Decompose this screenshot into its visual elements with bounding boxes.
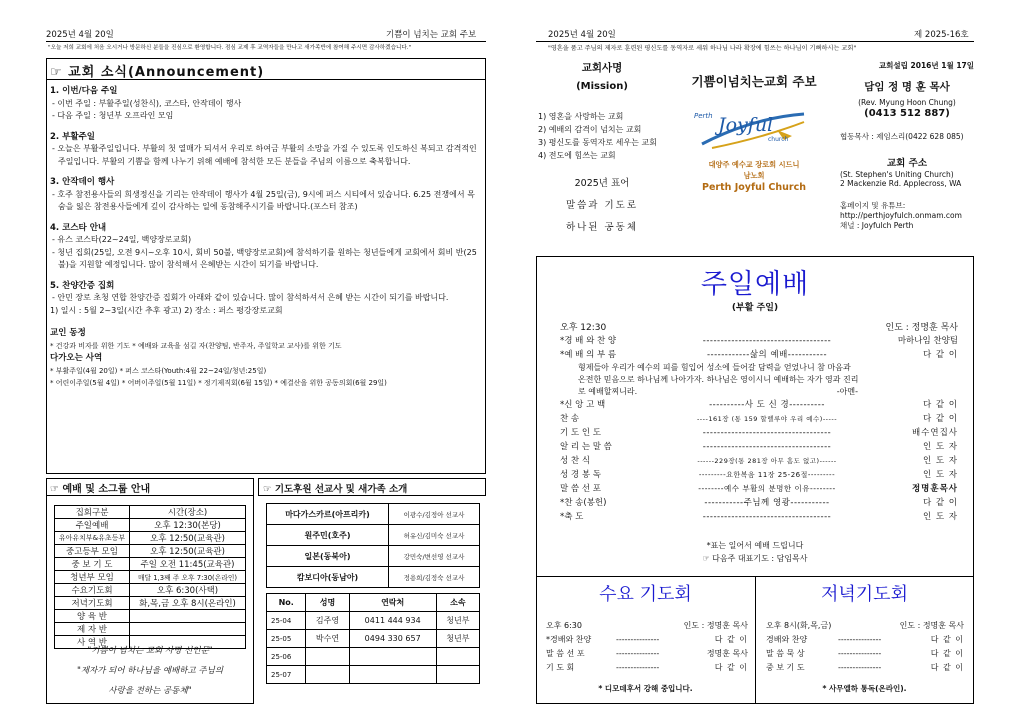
schedule-title: ☞ 예배 및 소그룹 안내 <box>50 484 151 495</box>
announcement-title: ☞ 교회 소식(Announcement) <box>50 65 265 80</box>
table-row <box>55 597 246 610</box>
worship-person: 정명훈목사 <box>911 484 958 494</box>
schedule-header-row <box>55 506 246 519</box>
worship-detail: -----------주님께 영광----------- <box>704 498 830 508</box>
worship-item: *경 배 와 찬 양 <box>560 336 617 346</box>
table-cell: 매달 1,3째 주 오후 7:30(온라인) <box>130 571 246 584</box>
table-cell: 저녁기도회 <box>55 597 130 610</box>
table-row <box>55 623 246 636</box>
denomination-line: 대양주 예수교 장로회 시드니 <box>708 160 800 169</box>
church-logo <box>692 108 810 154</box>
ann-heading: 4. 코스타 안내 <box>50 222 107 233</box>
upcoming-title: 다가오는 사역 <box>50 353 103 363</box>
worship-person: 인 도 자 <box>922 456 958 466</box>
table-cell <box>130 623 246 636</box>
prayer-item: *경배와 찬양 <box>546 635 592 644</box>
call-line: 온전한 믿음으로 하나님께 나아가자. 하나님은 영이시니 예배하는 자가 영과 진리 <box>578 375 859 384</box>
missionary-table <box>266 503 480 588</box>
table-header-cell: No. <box>267 594 306 612</box>
newcomer-header-row <box>267 594 480 612</box>
worship-title: 주일예배 <box>700 269 810 300</box>
worship-person: 다 같 이 <box>922 414 958 424</box>
table-cell: 오후 6:30(사택) <box>130 584 246 597</box>
worship-row <box>560 398 958 412</box>
standing-note: *표는 일어서 예배 드립니다 <box>706 541 804 550</box>
denomination-line: 남노회 <box>743 171 765 180</box>
welcome-banner: "오늘 저희 교회에 처음 오시거나 방문하신 분들을 진심으로 환영합니다. 점심 교제 후 교역자들을 만나고 새가족반에 참여해 주시면 감사하겠습니다." <box>48 45 412 51</box>
worship-item: 기 도 인 도 <box>560 428 601 438</box>
prayer-title: 교인 동정 <box>50 328 86 338</box>
table-row <box>55 610 246 623</box>
youtube-channel: 채널 : Joyfulch Perth <box>840 221 914 230</box>
table-cell: 25-05 <box>267 630 306 648</box>
year-motto-label: 2025년 표어 <box>574 178 630 189</box>
prayer-item: 말 씀 묵 상 <box>766 649 805 658</box>
table-cell: 오후 12:50(교육관) <box>130 545 246 558</box>
worship-row <box>560 440 958 454</box>
list-item: 1) 영혼을 사랑하는 교회 <box>538 112 624 121</box>
mission-statement-line: "제자가 되어 하나님을 예배하고 주님의 <box>76 666 224 676</box>
table-cell: 강민숙/변선영 선교사 <box>389 546 480 567</box>
list-item: 3) 평신도를 동역자로 세우는 교회 <box>538 138 657 147</box>
logo-church-text: church <box>768 136 789 143</box>
table-header-cell: 집회구분 <box>55 506 130 519</box>
table-cell: 일본(동북아) <box>267 546 389 567</box>
schedule-table <box>54 505 246 649</box>
table-row <box>267 666 480 684</box>
order-of-worship <box>560 334 958 524</box>
call-line <box>578 386 958 398</box>
logo-joyful-text: Joyful <box>718 114 774 136</box>
table-cell: 이광수/김정아 선교사 <box>389 504 480 525</box>
table-row <box>267 525 480 546</box>
prayer-dash: --------------- <box>616 635 660 644</box>
wednesday-title: 수요 기도회 <box>599 584 692 605</box>
right-date: 2025년 4월 20일 <box>548 30 616 40</box>
table-cell: 25-04 <box>267 612 306 630</box>
prayer-person: 다 같 이 <box>714 663 748 672</box>
vision-banner: "영혼을 품고 주님의 제자로 훈련된 평신도를 동역자로 세워 하나님 나라 확장에 힘쓰는 하나님이 기뻐하시는 교회" <box>548 45 857 52</box>
header-rule-right <box>536 41 974 42</box>
table-cell: 청년부 <box>436 630 479 648</box>
mission-list <box>536 110 668 162</box>
worship-detail: ------------------------------------ <box>702 336 832 346</box>
mission-statement-line: 사랑을 전하는 공동체" <box>108 686 192 696</box>
ann-line: - 다음 주일 : 청년부 오프라인 모임 <box>52 111 174 120</box>
missionary-title: ☞ 기도후원 선교사 및 새가족 소개 <box>263 484 408 495</box>
worship-row <box>560 412 958 426</box>
evening-title: 저녁기도회 <box>821 584 908 605</box>
evening-order <box>766 633 964 675</box>
worship-item: 성 경 봉 독 <box>560 470 601 480</box>
website-title: 홈페이지 및 유튜브: <box>840 201 906 210</box>
table-cell: 청년부 <box>436 612 479 630</box>
worship-detail: ------------------------------------ <box>702 442 832 452</box>
ann-line: - 오늘은 부활주일입니다. 부활의 첫 열매가 되셔서 우리로 하여금 부활의 소망을 가질 수 있도록 인도하신 복되고 감격적인 주일입니다. 부활의 기쁨을 함께 나누기 위해 예배에 참석한 모든 분들을 주님의 이름으로 축복합니다. <box>52 144 477 166</box>
associate-pastor: 협동목사 : 제임스리(0422 628 085) <box>840 132 964 141</box>
worship-item: *신 앙 고 백 <box>560 400 606 410</box>
evening-time: 오후 8시(화,목,금) <box>766 621 832 630</box>
call-to-worship-text <box>560 362 958 398</box>
prayer-dash: --------------- <box>838 635 882 644</box>
worship-subtitle: (부활 주일) <box>731 303 779 313</box>
founded-date: 교회설립 2016년 1월 17일 <box>878 61 974 70</box>
upcoming-line: * 어린이주일(5월 4일) * 어버이주일(5월 11일) * 정기제직회(6월 15일) * 예결산을 위한 공동의회(6월 29일) <box>50 379 387 387</box>
worship-row <box>560 454 958 468</box>
header-rule-left <box>46 41 486 42</box>
worship-item: 찬 송 <box>560 414 580 424</box>
prayer-dash: --------------- <box>616 663 660 672</box>
table-cell: 주일예배 <box>55 519 130 532</box>
table-cell: 청년부 모임 <box>55 571 130 584</box>
left-date: 2025년 4월 20일 <box>46 30 114 40</box>
prayer-person: 다 같 이 <box>930 635 964 644</box>
pastor-english-name: (Rev. Myung Hoon Chung) <box>858 98 956 107</box>
worship-detail: ----161장 (통 159 할렐루야 우리 예수)----- <box>696 415 838 423</box>
wednesday-order <box>546 633 748 675</box>
table-cell: 마다가스카르(아프리카) <box>267 504 389 525</box>
worship-row <box>560 426 958 440</box>
prayer-person: 다 같 이 <box>930 649 964 658</box>
table-header-cell: 성명 <box>306 594 349 612</box>
mission-subtitle: (Mission) <box>576 81 628 92</box>
pastor-phone: (0413 512 887) <box>864 108 950 119</box>
table-cell: 오후 12:30(본당) <box>130 519 246 532</box>
table-row <box>55 584 246 597</box>
wednesday-leader: 인도 : 정명훈 목사 <box>683 621 748 630</box>
table-cell: 중고등부 모임 <box>55 545 130 558</box>
evening-note: * 사무엘하 통독(온라인). <box>822 684 907 693</box>
ann-heading: 2. 부활주일 <box>50 131 95 142</box>
worship-row <box>560 348 958 362</box>
prayer-row <box>546 633 748 647</box>
table-cell: 수요기도회 <box>55 584 130 597</box>
worship-person: 인 도 자 <box>922 512 958 522</box>
ann-heading: 5. 찬양간증 집회 <box>50 280 115 291</box>
worship-person: 다 같 이 <box>922 498 958 508</box>
list-item: 2) 예배의 감격이 넘치는 교회 <box>538 125 642 134</box>
table-row <box>267 504 480 525</box>
table-cell <box>349 666 436 684</box>
table-cell: 원주민(호주) <box>267 525 389 546</box>
call-line: 형제들아 우리가 예수의 피를 힘입어 성소에 들어갈 담력을 얻었나니 참 마음과 <box>578 363 851 372</box>
table-cell: 유아유치부&유초등부 <box>55 532 130 545</box>
table-row <box>267 630 480 648</box>
worship-detail: ------------------------------------ <box>702 428 832 438</box>
logo-perth-text: Perth <box>694 112 713 120</box>
table-row <box>267 648 480 666</box>
prayer-item: 중 보 기 도 <box>766 663 805 672</box>
left-bulletin-title: 기쁨이 넘치는 교회 주보 <box>386 30 477 40</box>
worship-row <box>560 482 958 496</box>
table-cell: 0494 330 657 <box>349 630 436 648</box>
worship-item: 알 리 는 말 씀 <box>560 442 612 452</box>
table-header-cell: 소속 <box>436 594 479 612</box>
prayer-row <box>546 661 748 675</box>
table-cell: 캄보디아(동남아) <box>267 567 389 588</box>
newcomer-table <box>266 593 480 684</box>
prayer-dash: --------------- <box>616 649 660 658</box>
table-row <box>55 571 246 584</box>
address-title: 교회 주소 <box>886 158 927 169</box>
year-motto-line: 하나된 공동체 <box>565 222 639 233</box>
table-cell: 오후 12:50(교육관) <box>130 532 246 545</box>
worship-time: 오후 12:30 <box>560 323 607 333</box>
senior-pastor: 담임 정 명 훈 목사 <box>864 81 950 93</box>
worship-detail: ------229장(통 281장 아무 흠도 없고)------ <box>697 457 837 465</box>
prayer-item: 말 씀 선 포 <box>546 649 585 658</box>
table-cell <box>306 648 349 666</box>
website-url[interactable]: http://perthjoyfulch.onmam.com <box>840 211 962 220</box>
table-cell: 중 보 기 도 <box>55 558 130 571</box>
table-cell: 25-07 <box>267 666 306 684</box>
worship-person: 인 도 자 <box>922 470 958 480</box>
table-cell: 사 역 반 <box>55 636 130 649</box>
table-cell: 제 자 반 <box>55 623 130 636</box>
table-cell: 양 육 반 <box>55 610 130 623</box>
table-cell <box>436 666 479 684</box>
table-cell <box>306 666 349 684</box>
address-line: 2 Mackenzie Rd. Applecross, WA <box>840 179 962 188</box>
table-cell: 주일 오전 11:45(교육관) <box>130 558 246 571</box>
wednesday-note: * 디모데후서 강해 중입니다. <box>598 684 693 693</box>
prayer-line: * 건강과 비자를 위한 기도 * 예배와 교육을 섬길 자(찬양팀, 반주자, 주일학교 교사)를 위한 기도 <box>50 341 342 350</box>
table-row <box>267 567 480 588</box>
church-info <box>840 60 974 231</box>
schedule-title-bar <box>46 478 254 496</box>
table-cell: 김주영 <box>306 612 349 630</box>
missionary-title-bar <box>258 478 486 496</box>
ann-line: - 안민 장로 초청 연합 찬양간증 집회가 아래와 같이 있습니다. 많이 참석하셔서 은혜 받는 시간이 되기를 바랍니다. <box>52 293 449 302</box>
worship-detail: --------예수 부활의 분명한 이유-------- <box>698 484 836 493</box>
worship-detail: ----------사 도 신 경---------- <box>709 400 825 410</box>
call-line-text: 로 예배할찌니라. <box>578 387 638 396</box>
worship-row <box>560 334 958 348</box>
prayer-item: 기 도 회 <box>546 663 575 672</box>
worship-person: 다 같 이 <box>922 350 958 360</box>
church-english-name: Perth Joyful Church <box>702 182 806 193</box>
prayer-row <box>766 633 964 647</box>
address-line: (St. Stephen's Uniting Church) <box>840 170 954 179</box>
prayer-person: 다 같 이 <box>930 663 964 672</box>
bulletin-title: 기쁨이넘치는교회 주보 <box>691 74 817 89</box>
worship-row <box>560 496 958 510</box>
prayer-row <box>546 647 748 661</box>
worship-detail: ------------삶의 예배----------- <box>706 350 828 360</box>
worship-leader: 인도 : 정명훈 목사 <box>885 323 958 333</box>
issue-number: 제 2025-16호 <box>914 30 969 40</box>
table-row <box>55 519 246 532</box>
worship-item: 성 찬 식 <box>560 456 591 466</box>
announcement-body <box>50 82 480 390</box>
ann-line: - 이번 주일 : 부활주일(성찬식), 코스타, 안작데이 행사 <box>52 98 242 108</box>
worship-detail: ---------요한복음 11장 25-26절--------- <box>698 471 836 479</box>
worship-detail: ------------------------------------ <box>702 512 832 522</box>
ann-line: - 유스 코스타(22~24일, 백양장로교회) <box>52 235 192 244</box>
table-cell: 박수연 <box>306 630 349 648</box>
next-prayer-note: ☞ 다음주 대표기도 : 담임목사 <box>702 554 808 563</box>
worship-row <box>560 468 958 482</box>
table-row <box>55 558 246 571</box>
call-amen: -아멘- <box>836 387 858 396</box>
upcoming-line: * 부활주일(4월 20일) * 퍼스 코스타(Youth:4월 22~24일/청년:25일) <box>50 366 267 375</box>
prayer-row <box>766 661 964 675</box>
table-row <box>267 546 480 567</box>
list-item: 4) 전도에 힘쓰는 교회 <box>538 151 616 160</box>
worship-person: 인 도 자 <box>922 442 958 452</box>
prayer-person: 정명훈 목사 <box>706 649 748 658</box>
mission-column <box>536 60 668 233</box>
evening-leader: 인도 : 정명훈 목사 <box>899 621 964 630</box>
table-cell: 화,목,금 오후 8시(온라인) <box>130 597 246 610</box>
table-cell: 25-06 <box>267 648 306 666</box>
table-cell <box>349 648 436 666</box>
ann-heading: 3. 안작데이 행사 <box>50 177 115 187</box>
ann-line: - 호주 참전용사들의 희생정신을 기리는 안작데이 행사가 4월 25일(금), 9시에 퍼스 시티에서 있습니다. 6.25 전쟁에서 목숨을 잃은 참전용사들에게 깊이 감사하는 일에 동참해주시기를 바랍니다.(포스터 참조) <box>52 189 475 211</box>
table-cell: 허유신/김미숙 선교사 <box>389 525 480 546</box>
announcement-title-bar <box>46 58 486 80</box>
table-cell <box>130 610 246 623</box>
table-row <box>267 612 480 630</box>
worship-person: 배수연집사 <box>911 428 958 438</box>
table-header-cell: 연락처 <box>349 594 436 612</box>
worship-item: 말 씀 선 포 <box>560 484 601 494</box>
worship-row <box>560 510 958 524</box>
mission-statement-title: "기쁨이 넘치는 교회 사명 선언문" <box>87 646 213 656</box>
wednesday-time: 오후 6:30 <box>546 621 582 630</box>
ann-heading: 1. 이번/다음 주일 <box>50 86 118 96</box>
mission-title: 교회사명 <box>581 62 623 74</box>
prayer-dash: --------------- <box>838 649 882 658</box>
table-row <box>55 532 246 545</box>
table-cell <box>436 648 479 666</box>
worship-person: 마하나임 찬양팀 <box>897 336 958 346</box>
ann-line: - 청년 집회(25일, 오전 9시~오후 10시, 회비 50불, 백양장로교회)에 참석하기를 원하는 청년들에게 교회에서 회비 반(25불)을 지원할 예정입니다. 많이 참석해서 은혜받는 시간이 되기를 바랍니다. <box>52 247 477 269</box>
worship-person: 다 같 이 <box>922 400 958 410</box>
prayer-item: 경배와 찬양 <box>766 635 808 644</box>
table-cell: 정용희/김정숙 선교사 <box>389 567 480 588</box>
prayer-row <box>766 647 964 661</box>
worship-item: *예 배 의 부 름 <box>560 350 617 360</box>
ann-line: 1) 일시 : 5월 2~3일(시간 추후 광고) 2) 장소 : 퍼스 평강장로교회 <box>50 305 283 315</box>
table-cell: 0411 444 934 <box>349 612 436 630</box>
table-row <box>55 545 246 558</box>
worship-item: *찬 송(봉헌) <box>560 498 607 508</box>
prayer-person: 다 같 이 <box>714 635 748 644</box>
prayer-dash: --------------- <box>838 663 882 672</box>
table-header-cell: 시간(장소) <box>130 506 246 519</box>
worship-item: *축 도 <box>560 512 584 522</box>
year-motto-line: 말씀과 기도로 <box>565 200 639 211</box>
